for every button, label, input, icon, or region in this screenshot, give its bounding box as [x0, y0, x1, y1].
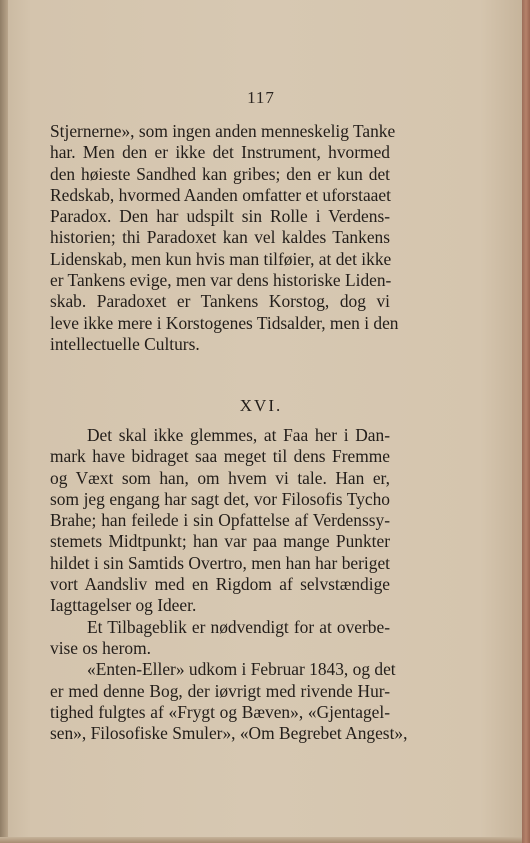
page-number: 117 [247, 88, 275, 107]
text-line: sen», Filosofiske Smuler», «Om Begrebet Angest», [50, 723, 408, 744]
text-line: Brahe; han feilede i sin Opfattelse af Verdenssy- [50, 510, 390, 531]
text-line: historien; thi Paradoxet kan vel kaldes Tankens [50, 227, 390, 248]
text-line: mark have bidraget saa meget til dens Fremme [50, 446, 390, 467]
text-line: som jeg engang har sagt det, vor Filosofis Tycho [50, 488, 390, 509]
text-line: Stjernerne», som ingen anden menneskelig Tanke [50, 121, 396, 141]
spine-shadow [0, 0, 8, 843]
text-line: vise os herom. [50, 637, 151, 658]
text-line: stemets Midtpunkt; han var paa mange Punkter [50, 531, 390, 552]
text-line: Det skal ikke glemmes, at Faa her i Dan- [87, 425, 390, 445]
paragraph-2 [50, 425, 408, 744]
paragraph-1 [50, 121, 399, 355]
text-line: er med denne Bog, der iøvrigt med rivende Hur- [50, 680, 390, 701]
text-line: skab. Paradoxet er Tankens Korstog, dog vi [50, 291, 390, 312]
text-line: intellectuelle Culturs. [50, 333, 200, 354]
text-line: er Tankens evige, men var dens historiske Liden- [50, 270, 392, 291]
text-line: tighed fulgtes af «Frygt og Bæven», «Gjentagel- [50, 701, 390, 722]
text-line: hildet i sin Samtids Overtro, men han har beriget [50, 552, 390, 573]
text-line: har. Men den er ikke det Instrument, hvormed [50, 142, 390, 163]
text-line: Iagttagelser og Ideer. [50, 595, 197, 616]
section-heading: XVI. [239, 396, 283, 415]
text-line: den høieste Sandhed kan gribes; den er kun det [50, 163, 390, 184]
text-line: Et Tilbageblik er nødvendigt for at overbe- [87, 616, 390, 637]
text-line: og Væxt som han, om hvem vi tale. Han er, [50, 467, 390, 488]
text-line: Redskab, hvormed Aanden omfatter et uforstaaet [50, 184, 391, 205]
text-line: Paradox. Den har udspilt sin Rolle i Verdens- [50, 206, 390, 227]
page-bottom-edge [0, 837, 522, 843]
text-line: vort Aandsliv med en Rigdom af selvstændige [50, 574, 390, 595]
text-line: Lidenskab, men kun hvis man tilføier, at det ikke [50, 248, 392, 269]
book-cover-edge [522, 0, 530, 843]
text-line: leve ikke mere i Korstogenes Tidsalder, men i den [50, 312, 399, 333]
text-line: «Enten-Eller» udkom i Februar 1843, og det [87, 659, 396, 680]
